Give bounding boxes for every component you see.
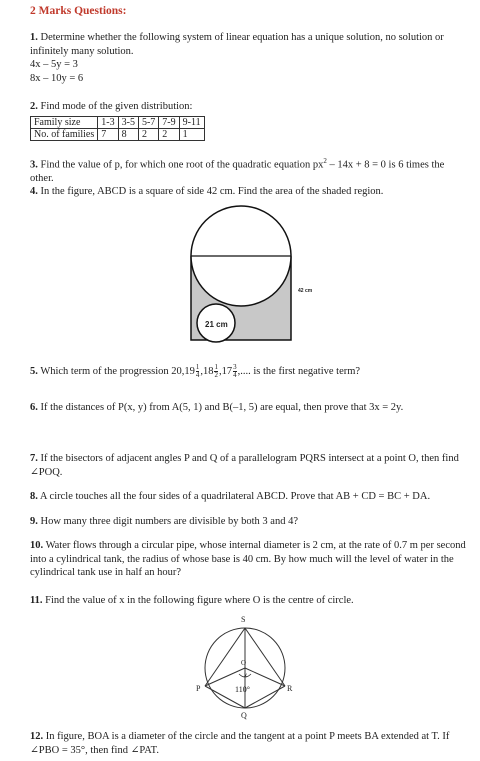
- question-text: Find mode of the given distribution:: [40, 101, 193, 112]
- circle-angle-figure: [195, 610, 295, 720]
- row-label: No. of families: [31, 129, 98, 141]
- point-o-label: O: [241, 659, 247, 667]
- point-q-label: Q: [241, 711, 247, 720]
- question-12: [30, 730, 470, 757]
- equation-2: 8x – 10y = 6: [30, 72, 84, 84]
- question-text: In the figure, ABCD is a square of side 42 cm. Find the area of the shaded region.: [40, 186, 384, 197]
- angle-x-label: x: [244, 671, 248, 679]
- question-text: Water flows through a circular pipe, whose internal diameter is 2 cm, at the rate of 0.7 m per second into a cylindrical tank, the radius of whose base is 40 cm. By how much will the level of water in the cylindrical tank use in half an hour?: [30, 540, 466, 578]
- table-cell: 2: [138, 129, 158, 141]
- question-text: If the bisectors of adjacent angles P and Q of a parallelogram PQRS intersect at a point O, then find ∠POQ.: [30, 453, 459, 478]
- page-heading: 2 Marks Questions:: [30, 5, 127, 17]
- fraction: [233, 364, 237, 379]
- question-2: [30, 100, 470, 114]
- side-label: 42 cm: [298, 288, 313, 294]
- question-text: In figure, BOA is a diameter of the circle and the tangent at a point P meets BA extended at T. If ∠PBO = 35°, then find ∠PAT.: [30, 731, 450, 756]
- question-number: 6.: [30, 402, 38, 413]
- question-number: 7.: [30, 453, 38, 464]
- question-number: 9.: [30, 516, 38, 527]
- question-text-cont: – 14x + 8 = 0 is 6 times the other.: [30, 159, 445, 184]
- question-11: [30, 594, 470, 608]
- question-text: How many three digit numbers are divisible by both 3 and 4?: [40, 516, 298, 527]
- table-cell: 1: [179, 129, 204, 141]
- angle-110-label: 110°: [235, 685, 250, 694]
- question-number: 12.: [30, 731, 44, 742]
- table-cell: 7-9: [159, 117, 179, 129]
- question-text: Find the value of x in the following figure where O is the centre of circle.: [45, 595, 354, 606]
- question-4: [30, 185, 470, 199]
- question-number: 3.: [30, 159, 38, 171]
- question-9: [30, 515, 470, 529]
- question-number: 2.: [30, 101, 38, 112]
- fraction: [214, 364, 218, 379]
- question-number: 5.: [30, 365, 38, 377]
- denominator: 4: [195, 371, 200, 379]
- equation-1: 4x – 5y = 3: [30, 59, 78, 70]
- question-text: A circle touches all the four sides of a quadrilateral ABCD. Prove that AB + CD = BC + DA.: [39, 491, 431, 502]
- question-number: 1.: [30, 32, 38, 43]
- table-cell: 7: [98, 129, 118, 141]
- point-r-label: R: [287, 684, 293, 693]
- chord-rq: [245, 686, 285, 708]
- question-text: If the distances of P(x, y) from A(5, 1) and B(–1, 5) are equal, then prove that 3x = 2y.: [40, 402, 404, 413]
- question-number: 4.: [30, 186, 38, 197]
- term: ,17: [218, 365, 233, 377]
- question-text: Which term of the progression 20,19: [40, 365, 195, 377]
- denominator: 4: [233, 371, 237, 379]
- table-cell: 2: [159, 129, 179, 141]
- question-number: 10.: [30, 540, 44, 551]
- question-6: [30, 401, 470, 415]
- circle-label: 21 cm: [205, 320, 228, 329]
- question-1: [30, 31, 470, 85]
- question-7: [30, 452, 470, 479]
- point-s-label: S: [241, 615, 246, 624]
- square-circles-figure: [180, 205, 330, 345]
- question-3: [30, 155, 470, 186]
- distribution-table: [30, 116, 205, 141]
- question-8: [30, 490, 470, 504]
- fraction: [196, 364, 200, 379]
- denominator: 2: [214, 371, 218, 379]
- row-label: Family size: [31, 117, 98, 129]
- table-cell: 9-11: [179, 117, 204, 129]
- numerator: 1: [214, 363, 218, 371]
- table-cell: 3-5: [118, 117, 138, 129]
- table-cell: 5-7: [138, 117, 158, 129]
- point-p-label: P: [196, 684, 201, 693]
- table-cell: 8: [118, 129, 138, 141]
- numerator: 1: [195, 363, 200, 371]
- question-text: Find the value of p, for which one root of the quadratic equation px: [40, 159, 324, 171]
- question-number: 8.: [30, 491, 38, 502]
- question-number: 11.: [30, 595, 43, 606]
- table-cell: 1-3: [98, 117, 118, 129]
- table-row: [31, 129, 205, 141]
- numerator: 3: [233, 363, 237, 371]
- question-text: Determine whether the following system of linear equation has a unique solution, no solution or infinitely many solution.: [30, 32, 444, 57]
- term: ,18: [200, 365, 214, 377]
- question-text-cont: ,.... is the first negative term?: [237, 365, 361, 377]
- exponent: 2: [323, 157, 327, 165]
- question-10: [30, 539, 470, 580]
- table-row: [31, 117, 205, 129]
- question-5: [30, 364, 470, 379]
